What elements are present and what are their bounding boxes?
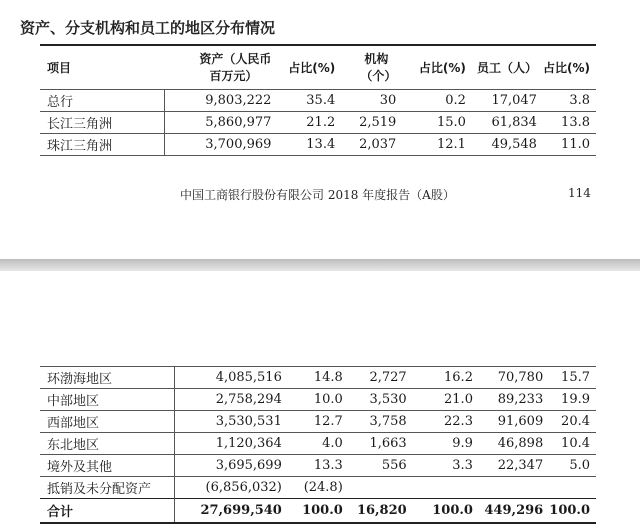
row-assets: 9,803,222 xyxy=(165,89,278,111)
row-staff: 70,780 xyxy=(497,370,544,385)
row-assets: (6,856,032) xyxy=(174,477,288,499)
row-pct3: 19.9 xyxy=(549,389,596,411)
row-pct1: 35.4 xyxy=(306,92,336,108)
total-staff: 449,296 xyxy=(484,502,544,518)
row-branches: 2,037 xyxy=(341,133,402,155)
table-row xyxy=(40,433,596,455)
row-assets: 1,120,364 xyxy=(174,433,288,455)
row-pct3: 20.4 xyxy=(549,411,596,433)
total-branches: 16,820 xyxy=(356,502,407,518)
row-pct3: 3.8 xyxy=(569,92,590,108)
row-pct2: 16.2 xyxy=(444,370,473,385)
row-branches: 30 xyxy=(379,92,397,108)
row-assets: 3,700,969 xyxy=(165,133,278,155)
row-pct2: 9.9 xyxy=(413,433,479,455)
report-footer: 中国工商银行股份有限公司 2018 年度报告（A股） xyxy=(180,188,455,202)
header-item: 项目 xyxy=(47,60,72,75)
row-staff: 61,834 xyxy=(472,111,543,133)
table-row xyxy=(40,411,596,433)
row-pct3: 15.7 xyxy=(561,370,590,385)
row-pct1: 12.7 xyxy=(288,411,349,433)
row-pct2: 21.0 xyxy=(413,389,479,411)
row-name: 珠江三角洲 xyxy=(40,133,165,155)
page-number: 114 xyxy=(568,186,591,200)
header-pct1: 占比(%) xyxy=(288,60,336,75)
row-name: 总行 xyxy=(47,94,74,110)
row-branches: 556 xyxy=(349,455,413,477)
row-staff: 89,233 xyxy=(479,389,549,411)
row-branches: 1,663 xyxy=(349,433,413,455)
header-branches-line2: （个） xyxy=(360,69,397,84)
row-pct3: 10.4 xyxy=(549,433,596,455)
row-pct1: 13.4 xyxy=(277,133,341,155)
row-assets: 3,695,699 xyxy=(174,455,288,477)
row-pct1: 4.0 xyxy=(288,433,349,455)
row-pct1: 14.8 xyxy=(313,370,343,385)
table-row xyxy=(40,477,596,499)
table-row xyxy=(40,111,596,133)
total-pct1: 100.0 xyxy=(302,502,343,518)
row-name: 境外及其他 xyxy=(40,455,174,477)
header-branches-line1: 机构 xyxy=(364,52,389,67)
row-pct2: 0.2 xyxy=(445,92,466,108)
row-staff: 91,609 xyxy=(479,411,549,433)
row-name: 中部地区 xyxy=(40,389,174,411)
total-pct3: 100.0 xyxy=(549,502,590,518)
row-name: 东北地区 xyxy=(40,433,174,455)
row-pct3: 13.8 xyxy=(543,111,596,133)
total-pct2: 100.0 xyxy=(432,502,473,518)
row-staff: 49,548 xyxy=(472,133,543,155)
page-break-divider xyxy=(0,259,640,271)
header-assets-line1: 资产（人民币 xyxy=(199,52,272,67)
row-name: 抵销及未分配资产 xyxy=(40,477,174,499)
row-name: 环渤海地区 xyxy=(47,372,113,387)
row-assets: 2,758,294 xyxy=(174,389,288,411)
row-branches xyxy=(349,477,413,499)
row-branches: 2,727 xyxy=(369,370,407,385)
row-name: 西部地区 xyxy=(40,411,174,433)
row-assets: 4,085,516 xyxy=(174,367,288,389)
header-pct3: 占比(%) xyxy=(543,60,590,75)
row-pct1: 10.0 xyxy=(288,389,349,411)
table-header-row xyxy=(40,45,596,89)
row-pct3 xyxy=(549,477,596,499)
table-row xyxy=(40,389,596,411)
row-pct1: 13.3 xyxy=(288,455,349,477)
header-pct2: 占比(%) xyxy=(418,60,466,75)
row-pct2: 12.1 xyxy=(402,133,472,155)
row-staff xyxy=(479,477,549,499)
row-staff: 46,898 xyxy=(479,433,549,455)
row-staff: 22,347 xyxy=(479,455,549,477)
total-assets: 27,699,540 xyxy=(174,499,288,523)
row-pct2: 22.3 xyxy=(413,411,479,433)
table-row xyxy=(40,455,596,477)
row-pct3: 5.0 xyxy=(549,455,596,477)
section-title: 资产、分支机构和员工的地区分布情况 xyxy=(20,19,276,37)
row-branches: 3,758 xyxy=(349,411,413,433)
row-staff: 17,047 xyxy=(491,92,537,108)
row-pct2: 3.3 xyxy=(413,455,479,477)
row-branches: 3,530 xyxy=(349,389,413,411)
table-row xyxy=(40,133,596,155)
row-branches: 2,519 xyxy=(341,111,402,133)
row-pct1: 21.2 xyxy=(277,111,341,133)
top-table xyxy=(40,44,596,156)
header-assets-line2: 百万元） xyxy=(209,69,258,84)
row-pct2 xyxy=(413,477,479,499)
header-assets xyxy=(165,45,278,89)
bottom-table xyxy=(40,366,596,524)
table-row xyxy=(40,367,596,389)
row-pct2: 15.0 xyxy=(402,111,472,133)
total-row xyxy=(40,499,596,523)
header-staff: 员工（人） xyxy=(476,60,537,75)
header-branches xyxy=(341,45,402,89)
row-assets: 3,530,531 xyxy=(174,411,288,433)
row-assets: 5,860,977 xyxy=(165,111,278,133)
row-name: 长江三角洲 xyxy=(40,111,165,133)
table-row xyxy=(40,89,596,111)
row-pct3: 11.0 xyxy=(543,133,596,155)
total-name: 合计 xyxy=(47,504,74,520)
row-pct1: (24.8) xyxy=(288,477,349,499)
